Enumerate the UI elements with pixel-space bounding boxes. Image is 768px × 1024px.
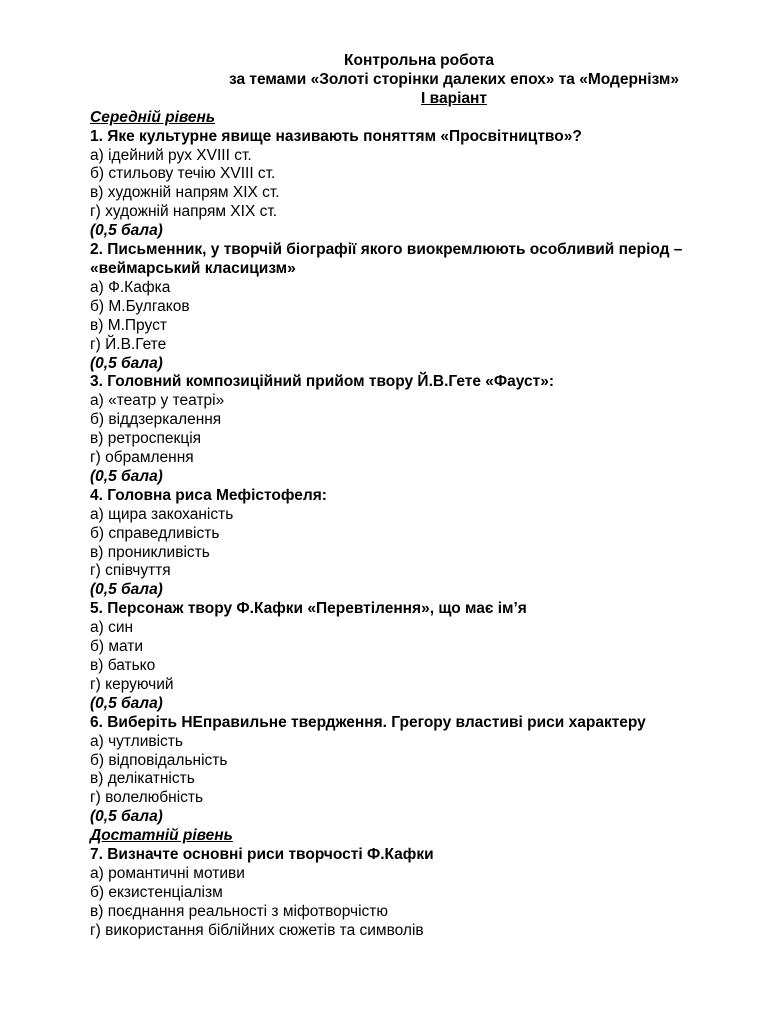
level-heading: Достатній рівень xyxy=(90,827,233,845)
answer-option: г) керуючий xyxy=(90,675,174,693)
question-text: 1. Яке культурне явище називають поняттям «Просвітництво»? xyxy=(90,127,582,145)
question-score: (0,5 бала) xyxy=(90,581,163,599)
answer-option: б) справедливість xyxy=(90,524,220,542)
variant-label: І варіант xyxy=(421,89,487,107)
question-text: 2. Письменник, у творчій біографії якого виокремлюють особливий період – «веймарський класицизм» xyxy=(90,241,683,277)
answer-option: г) художній напрям XIX ст. xyxy=(90,203,278,221)
answer-option: б) мати xyxy=(90,638,144,656)
question-score: (0,5 бала) xyxy=(90,467,163,485)
answer-option: в) поєднання реальності з міфотворчістю xyxy=(90,902,389,920)
answer-option: г) Й.В.Гете xyxy=(90,335,167,353)
answer-option: б) М.Булгаков xyxy=(90,297,190,315)
question-text: 7. Визначте основні риси творчості Ф.Кафки xyxy=(90,846,434,864)
answer-option: в) М.Пруст xyxy=(90,316,167,334)
answer-option: в) делікатність xyxy=(90,770,195,788)
answer-option: а) Ф.Кафка xyxy=(90,278,171,296)
question-text: 3. Головний композиційний прийом твору Й.В.Гете «Фауст»: xyxy=(90,373,555,391)
question-score: (0,5 бала) xyxy=(90,808,163,826)
document-subtitle: за темами «Золоті сторінки далеких епох» та «Модернізм» xyxy=(228,70,680,88)
answer-option: в) ретроспекція xyxy=(90,430,202,448)
question-score: (0,5 бала) xyxy=(90,222,163,240)
answer-option: в) проникливість xyxy=(90,543,210,561)
question-text: 6. Виберіть НЕправильне твердження. Грегору властиві риси характеру xyxy=(90,713,646,731)
answer-option: в) батько xyxy=(90,657,156,674)
test-content xyxy=(90,109,688,941)
answer-option: б) віддзеркалення xyxy=(90,411,222,429)
answer-option: г) співчуття xyxy=(90,562,171,580)
question-text: 5. Персонаж твору Ф.Кафки «Перевтілення», що має ім’я xyxy=(90,600,527,618)
question-score: (0,5 бала) xyxy=(90,354,163,372)
answer-option: г) використання біблійних сюжетів та символів xyxy=(90,921,424,939)
answer-option: в) художній напрям XIX ст. xyxy=(90,184,280,202)
answer-option: а) ідейний рух XVIII ст. xyxy=(90,146,252,164)
answer-option: а) щира закоханість xyxy=(90,505,234,523)
answer-option: г) волелюбність xyxy=(90,789,204,807)
answer-option: г) обрамлення xyxy=(90,449,194,467)
answer-option: б) стильову течію XVIII ст. xyxy=(90,165,276,183)
question-text: 4. Головна риса Мефістофеля: xyxy=(90,486,327,504)
document-header xyxy=(90,52,688,109)
answer-option: а) чутливість xyxy=(90,732,183,750)
answer-option: а) «театр у театрі» xyxy=(90,392,225,410)
answer-option: б) екзистенціалізм xyxy=(90,883,223,901)
level-heading: Середній рівень xyxy=(90,108,216,126)
question-score: (0,5 бала) xyxy=(90,694,163,712)
answer-option: б) відповідальність xyxy=(90,751,228,769)
answer-option: а) син xyxy=(90,619,134,637)
document-title: Контрольна робота xyxy=(344,52,494,69)
answer-option: а) романтичні мотиви xyxy=(90,864,245,882)
